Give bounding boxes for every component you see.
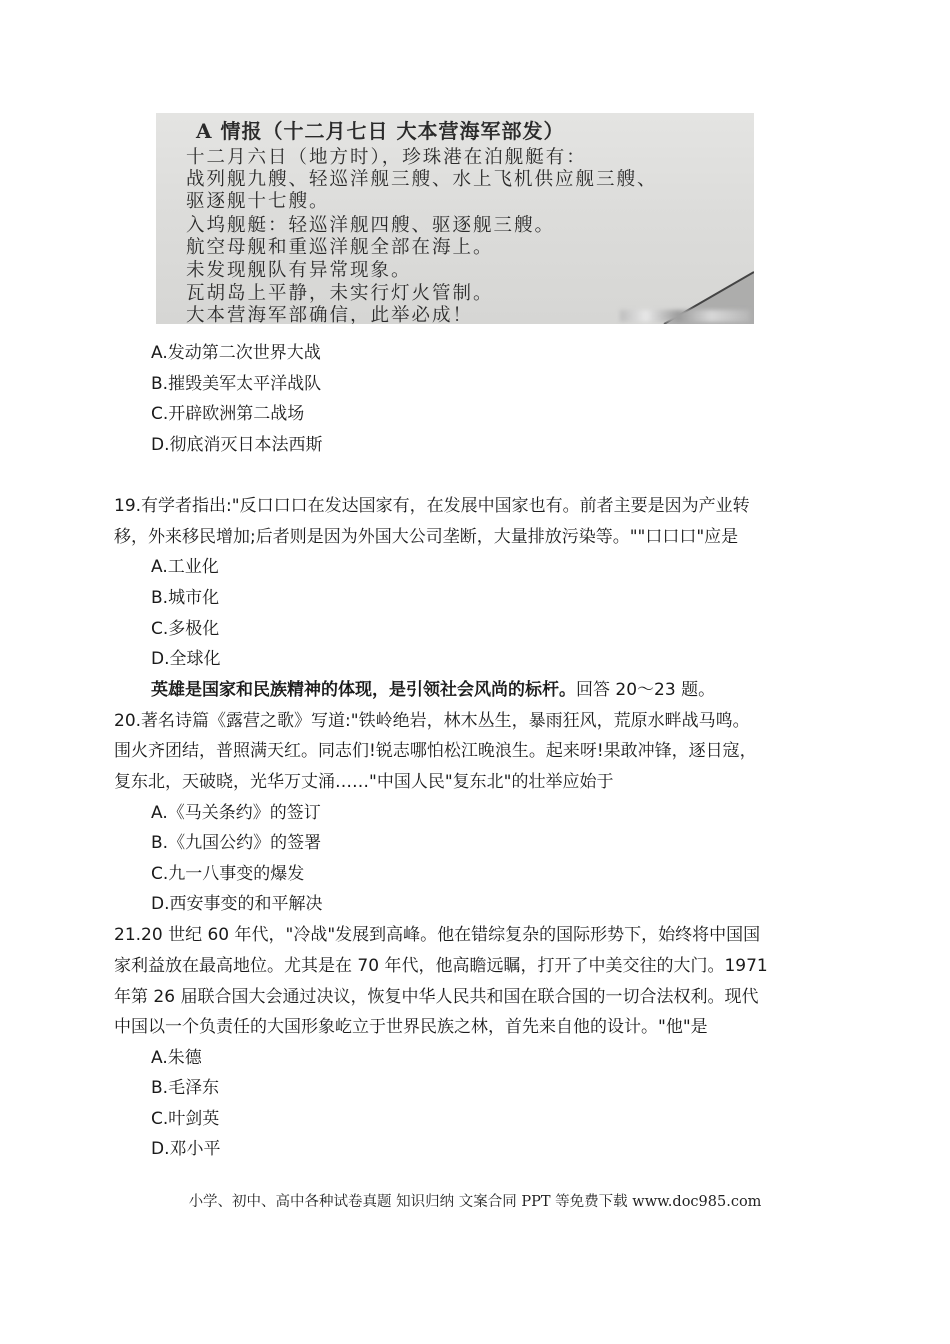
q18-option-c: C.开辟欧洲第二战场	[151, 404, 305, 424]
q21-text-line: 年第 26 届联合国大会通过决议，恢复中华人民共和国在联合国的一切合法权利。现代	[114, 987, 759, 1007]
q19-text-line: 移，外来移民增加;后者则是因为外国大公司垄断，大量排放污染等。""口口口"应是	[114, 527, 739, 547]
q21-option-d: D.邓小平	[151, 1139, 221, 1159]
q18-option-d: D.彻底消灭日本法西斯	[151, 435, 323, 455]
photo-line: 战列舰九艘、轻巡洋舰三艘、水上飞机供应舰三艘、	[186, 169, 658, 190]
q18-option-b: B.摧毁美军太平洋战队	[151, 374, 322, 394]
q21-option-c: C.叶剑英	[151, 1109, 220, 1129]
photo-line: 航空母舰和重巡洋舰全部在海上。	[186, 237, 494, 258]
q19-option-b: B.城市化	[151, 588, 220, 608]
photo-line: 十二月六日（地方时），珍珠港在泊舰艇有：	[186, 147, 587, 168]
q19-option-a: A.工业化	[151, 557, 219, 577]
page-footer: 小学、初中、高中各种试卷真题 知识归纳 文案合同 PPT 等免费下载 www.doc985.com	[188, 1194, 762, 1210]
section-intro-tail: 回答 20～23 题。	[576, 680, 716, 700]
watermark-blur	[620, 310, 750, 322]
photo-line: 驱逐舰十七艘。	[186, 191, 330, 212]
section-intro-bold: 英雄是国家和民族精神的体现，是引领社会风尚的标杆。	[151, 680, 576, 700]
q18-option-a: A.发动第二次世界大战	[151, 343, 321, 363]
q21-text-line: 中国以一个负责任的大国形象屹立于世界民族之林，首先来自他的设计。"他"是	[114, 1017, 708, 1037]
section-intro	[151, 678, 715, 702]
q20-text-line: 围火齐团结，普照满天红。同志们!锐志哪怕松江晚浪生。起来呀!果敢冲锋，逐日寇，	[114, 741, 757, 761]
intelligence-report-photo	[156, 113, 754, 324]
q21-text-line: 家利益放在最高地位。尤其是在 70 年代，他高瞻远瞩，打开了中美交往的大门。1971	[114, 956, 768, 976]
photo-line: 未发现舰队有异常现象。	[186, 260, 412, 281]
q21-text-line: 21.20 世纪 60 年代，"冷战"发展到高峰。他在错综复杂的国际形势下，始终将中国国	[114, 925, 761, 945]
photo-title: A 情报（十二月七日 大本营海军部发）	[196, 119, 565, 143]
q20-option-d: D.西安事变的和平解决	[151, 894, 323, 914]
photo-line: 大本营海军部确信，此举必成！	[186, 305, 474, 324]
q20-option-c: C.九一八事变的爆发	[151, 864, 305, 884]
q20-text-line: 复东北，天破晓，光华万丈涌……"中国人民"复东北"的壮举应始于	[114, 772, 614, 792]
photo-line: 瓦胡岛上平静，未实行灯火管制。	[186, 283, 494, 304]
q19-option-c: C.多极化	[151, 619, 220, 639]
q20-option-a: A.《马关条约》的签订	[151, 803, 321, 823]
q19-option-d: D.全球化	[151, 649, 221, 669]
q20-option-b: B.《九国公约》的签署	[151, 833, 322, 853]
q19-text-line: 19.有学者指出:"反口口口在发达国家有，在发展中国家也有。前者主要是因为产业转	[114, 496, 750, 516]
q20-text-line: 20.著名诗篇《露营之歌》写道:"铁岭绝岩，林木丛生，暴雨狂风，荒原水畔战马鸣。	[114, 711, 750, 731]
photo-line: 入坞舰艇：轻巡洋舰四艘、驱逐舰三艘。	[186, 215, 556, 236]
q21-option-a: A.朱德	[151, 1048, 202, 1068]
q21-option-b: B.毛泽东	[151, 1078, 220, 1098]
